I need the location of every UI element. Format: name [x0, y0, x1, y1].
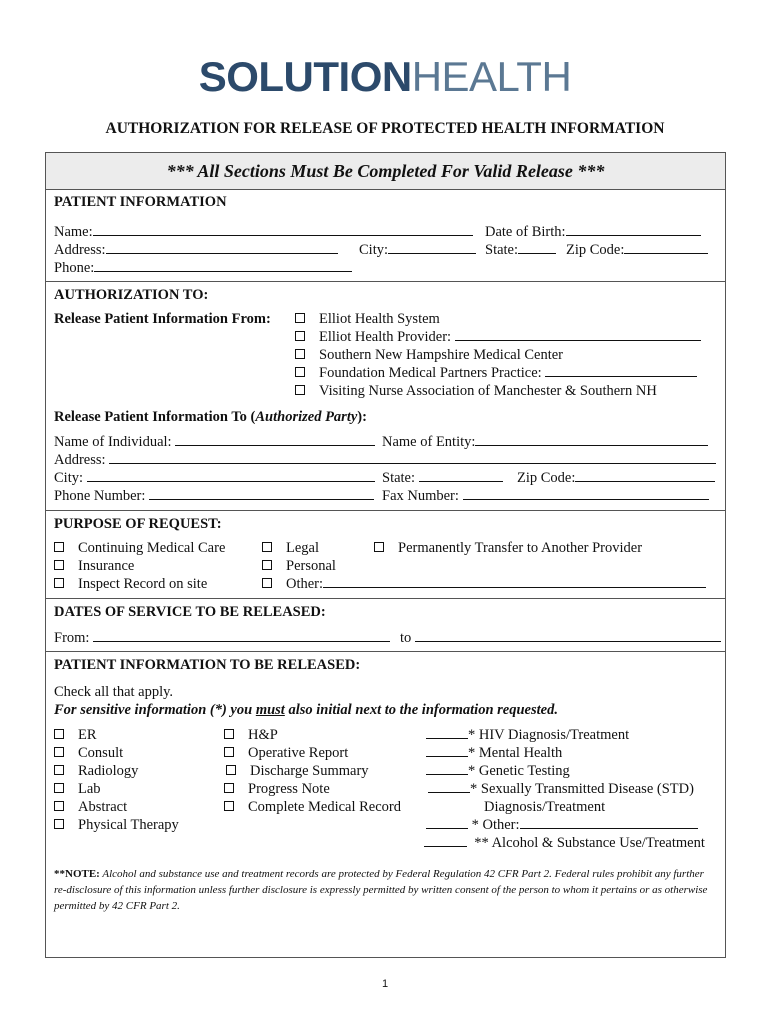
- dob-field[interactable]: [566, 223, 701, 236]
- checkbox-elliot-health-provider[interactable]: [295, 331, 305, 341]
- patient-zip-label: Zip Code:: [566, 242, 625, 258]
- dates-to-label: to: [400, 630, 412, 646]
- sensitive-text-a: For sensitive information (*) you: [54, 702, 256, 718]
- release-std: * Sexually Transmitted Disease (STD): [470, 781, 694, 797]
- dates-from-field[interactable]: [93, 629, 390, 642]
- authorization-heading: AUTHORIZATION TO:: [54, 287, 209, 303]
- release-to-text-a: Release Patient Information To (: [54, 409, 256, 425]
- release-to-label: [54, 408, 717, 426]
- patient-city-field[interactable]: [388, 241, 476, 254]
- release-physical-therapy: Physical Therapy: [78, 817, 179, 833]
- auth-fax-label: Fax Number:: [382, 488, 459, 504]
- initial-genetic-field[interactable]: [426, 762, 468, 775]
- option-elliot-health-system: Elliot Health System: [319, 311, 440, 327]
- checkbox-consult[interactable]: [54, 747, 64, 757]
- option-snhmc: Southern New Hampshire Medical Center: [319, 347, 564, 363]
- dates-section: [46, 599, 725, 652]
- release-hiv: * HIV Diagnosis/Treatment: [468, 727, 630, 743]
- requirement-banner: *** All Sections Must Be Completed For Valid Release ***: [46, 153, 725, 190]
- purpose-personal: Personal: [286, 558, 336, 574]
- individual-label: Name of Individual:: [54, 434, 172, 450]
- patient-zip-field[interactable]: [624, 241, 708, 254]
- initial-std-field[interactable]: [428, 780, 470, 793]
- release-radiology: Radiology: [78, 763, 139, 779]
- solution-health-logo: [0, 53, 770, 100]
- checkbox-operative-report[interactable]: [224, 747, 234, 757]
- checkbox-complete-record[interactable]: [224, 801, 234, 811]
- checkbox-permanent-transfer[interactable]: [374, 542, 384, 552]
- release-to-text-b: Authorized Party: [255, 409, 358, 425]
- purpose-other: Other:: [286, 576, 324, 592]
- federal-regulation-note: [54, 866, 717, 914]
- checkbox-foundation-medical[interactable]: [295, 367, 305, 377]
- released-heading: PATIENT INFORMATION TO BE RELEASED:: [54, 657, 361, 673]
- purpose-heading: PURPOSE OF REQUEST:: [54, 516, 222, 532]
- checkbox-insurance[interactable]: [54, 560, 64, 570]
- dates-to-field[interactable]: [415, 629, 721, 642]
- initial-alcohol-field[interactable]: [424, 834, 467, 847]
- release-hp: H&P: [248, 727, 278, 743]
- purpose-legal: Legal: [286, 540, 320, 556]
- checkbox-legal[interactable]: [262, 542, 272, 552]
- checkbox-radiology[interactable]: [54, 765, 64, 775]
- logo-light-text: HEALTH: [411, 53, 572, 100]
- checkbox-visiting-nurse[interactable]: [295, 385, 305, 395]
- patient-section-heading: PATIENT INFORMATION: [54, 194, 227, 210]
- release-complete-record: Complete Medical Record: [248, 799, 402, 815]
- check-all-note: Check all that apply.: [54, 684, 174, 700]
- checkbox-lab[interactable]: [54, 783, 64, 793]
- option-foundation-medical: Foundation Medical Partners Practice:: [319, 365, 542, 381]
- release-operative-report: Operative Report: [248, 745, 349, 761]
- checkbox-physical-therapy[interactable]: [54, 819, 64, 829]
- patient-address-label: Address:: [54, 242, 106, 258]
- release-other-field[interactable]: [520, 816, 698, 829]
- page-number: 1: [381, 978, 389, 990]
- sensitive-instruction: [54, 701, 717, 719]
- release-abstract: Abstract: [78, 799, 128, 815]
- release-er: ER: [78, 727, 97, 743]
- auth-state-label: State:: [382, 470, 416, 486]
- purpose-inspect-record: Inspect Record on site: [78, 576, 208, 592]
- released-info-section: [46, 652, 725, 957]
- checkbox-continuing-care[interactable]: [54, 542, 64, 552]
- auth-address-field[interactable]: [109, 451, 716, 464]
- form-title: AUTHORIZATION FOR RELEASE OF PROTECTED HEALTH INFORMATION: [105, 120, 665, 137]
- dates-heading: DATES OF SERVICE TO BE RELEASED:: [54, 604, 326, 620]
- auth-state-field[interactable]: [419, 469, 503, 482]
- individual-field[interactable]: [175, 433, 375, 446]
- patient-information-section: [46, 190, 725, 282]
- initial-mental-health-field[interactable]: [426, 744, 468, 757]
- foundation-practice-field[interactable]: [545, 364, 697, 377]
- checkbox-er[interactable]: [54, 729, 64, 739]
- patient-name-field[interactable]: [93, 223, 473, 236]
- auth-address-label: Address:: [54, 452, 106, 468]
- dob-label: Date of Birth:: [485, 224, 566, 240]
- sensitive-text-b: also initial next to the information requested.: [284, 702, 558, 718]
- entity-label: Name of Entity:: [382, 434, 476, 450]
- initial-hiv-field[interactable]: [426, 726, 468, 739]
- note-prefix: **NOTE:: [54, 868, 100, 880]
- purpose-permanent-transfer: Permanently Transfer to Another Provider: [398, 540, 643, 556]
- purpose-section: [46, 511, 725, 599]
- patient-state-field[interactable]: [518, 241, 556, 254]
- auth-phone-field[interactable]: [149, 487, 374, 500]
- patient-state-label: State:: [485, 242, 519, 258]
- auth-city-field[interactable]: [87, 469, 375, 482]
- release-alcohol-substance: ** Alcohol & Substance Use/Treatment: [474, 835, 705, 851]
- patient-address-field[interactable]: [106, 241, 338, 254]
- checkbox-elliot-health-system[interactable]: [295, 313, 305, 323]
- release-discharge-summary: Discharge Summary: [250, 763, 369, 779]
- authorization-section: [46, 282, 725, 511]
- auth-zip-label: Zip Code:: [517, 470, 576, 486]
- option-visiting-nurse: Visiting Nurse Association of Manchester & Southern NH: [319, 383, 657, 399]
- release-to-text-c: ):: [357, 409, 367, 425]
- checkbox-inspect-record[interactable]: [54, 578, 64, 588]
- checkbox-hp[interactable]: [224, 729, 234, 739]
- patient-city-label: City:: [359, 242, 389, 258]
- checkbox-discharge-summary[interactable]: [226, 765, 236, 775]
- purpose-other-field[interactable]: [323, 575, 706, 588]
- release-consult: Consult: [78, 745, 124, 761]
- entity-field[interactable]: [475, 433, 708, 446]
- auth-phone-label: Phone Number:: [54, 488, 146, 504]
- checkbox-snhmc[interactable]: [295, 349, 305, 359]
- purpose-continuing-care: Continuing Medical Care: [78, 540, 226, 556]
- logo-bold-text: SOLUTION: [198, 53, 412, 100]
- elliot-provider-field[interactable]: [455, 328, 701, 341]
- option-elliot-health-provider: Elliot Health Provider:: [319, 329, 452, 345]
- release-from-label: Release Patient Information From:: [54, 311, 271, 327]
- release-genetic-testing: * Genetic Testing: [468, 763, 570, 779]
- dates-from-label: From:: [54, 630, 90, 646]
- note-text: Alcohol and substance use and treatment records are protected by Federal Regulation 42 CFR Part 2. Federal rules prohibit any further re-disclosure of this information unless further disclosure is expressly permitted by written consent of the person to whom it pertains or as otherwise permitted by 42 CFR Part 2.: [54, 868, 708, 912]
- auth-zip-field[interactable]: [575, 469, 715, 482]
- initial-other-field[interactable]: [426, 816, 468, 829]
- auth-city-label: City:: [54, 470, 84, 486]
- release-lab: Lab: [78, 781, 101, 797]
- purpose-insurance: Insurance: [78, 558, 135, 574]
- sensitive-must: must: [255, 702, 285, 718]
- release-other: * Other:: [471, 817, 520, 833]
- checkbox-other-purpose[interactable]: [262, 578, 272, 588]
- release-std-continued: Diagnosis/Treatment: [484, 799, 606, 815]
- checkbox-abstract[interactable]: [54, 801, 64, 811]
- release-mental-health: * Mental Health: [468, 745, 563, 761]
- checkbox-progress-note[interactable]: [224, 783, 234, 793]
- authorization-form: [45, 152, 726, 958]
- patient-phone-label: Phone:: [54, 260, 95, 276]
- checkbox-personal[interactable]: [262, 560, 272, 570]
- release-progress-note: Progress Note: [248, 781, 330, 797]
- auth-fax-field[interactable]: [463, 487, 709, 500]
- patient-name-label: Name:: [54, 224, 93, 240]
- patient-phone-field[interactable]: [94, 259, 352, 272]
